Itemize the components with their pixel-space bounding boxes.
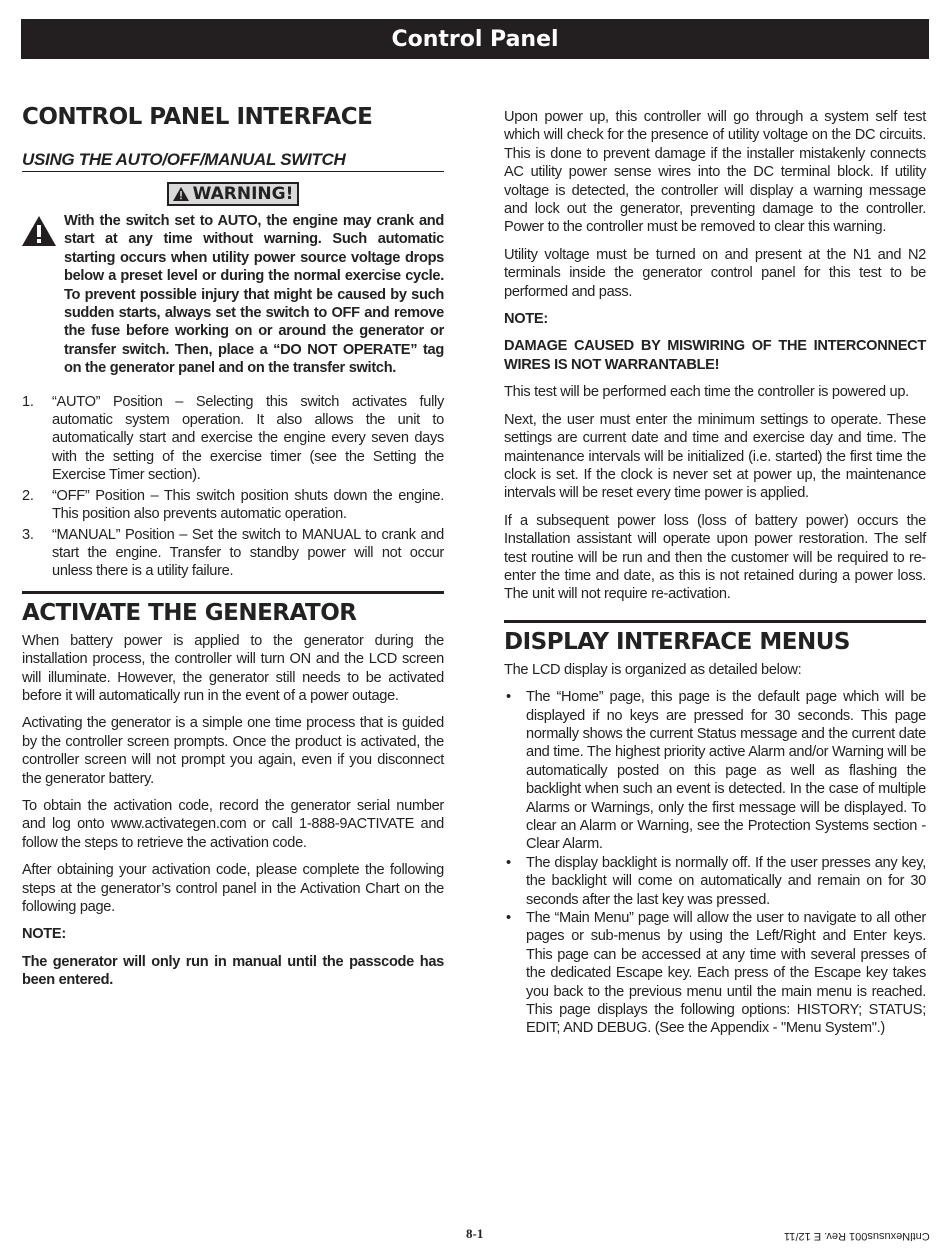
bullet-icon: • [506, 910, 511, 927]
list-item-text: “OFF” Position – This switch position shuts down the engine. This position also prevents automatic operation. [52, 487, 444, 523]
warning-small-icon [173, 187, 189, 201]
document-code: CntlNexusus001 Rev. E 12/11 [784, 1230, 930, 1242]
list-item-number: 2. [22, 487, 34, 504]
section-title-control-panel-interface: CONTROL PANEL INTERFACE [22, 104, 373, 130]
warning-triangle-icon [22, 212, 58, 387]
paragraph: When battery power is applied to the generator during the installation process, the controller will turn ON and the LCD screen will illuminate. However, the generator still needs to be activated before it will automatically run in the event of a power outage. [22, 632, 444, 704]
list-item [504, 688, 926, 854]
list-item [22, 393, 444, 485]
paragraph: If a subsequent power loss (loss of battery power) occurs the Installation assistant will operate upon power restoration. The self test routine will be run and then the customer will be required to re-enter the time and date, as this is not retained during a power loss. The unit will not require re-activation. [504, 512, 926, 603]
list-item-number: 3. [22, 526, 34, 543]
warning-text: With the switch set to AUTO, the engine may crank and start at any time without warning. Such automatic starting occurs when utility power source voltage drops below a preset level or during the normal exercise cycle. To prevent possible injury that might be caused by such sudden starts, always set the switch to OFF and remove the fuse before working on or around the generator or transfer switch. Then, place a “DO NOT OPERATE” tag on the generator panel and on the transfer switch. [64, 213, 444, 377]
paragraph: Utility voltage must be turned on and present at the N1 and N2 terminals inside the generator control panel for this test to be performed and pass. [504, 246, 926, 300]
list-item [504, 854, 926, 909]
section-display-menus [504, 620, 926, 1038]
list-item-number: 1. [22, 393, 34, 410]
warning-label [167, 182, 300, 206]
warning-label-text: WARNING! [192, 184, 294, 204]
left-column [22, 104, 444, 999]
paragraph: To obtain the activation code, record the generator serial number and log onto www.activategen.com or call 1-888-9ACTIVATE and follow the steps to retrieve the activation code. [22, 797, 444, 851]
page-number: 8-1 [466, 1226, 484, 1241]
note-text: DAMAGE CAUSED BY MISWIRING OF THE INTERCONNECT WIRES IS NOT WARRANTABLE! [504, 338, 926, 373]
switch-position-list [22, 393, 444, 581]
paragraph: Upon power up, this controller will go through a system self test which will check for the presence of utility voltage on the DC circuits. This is done to prevent damage if the installer mistakenly connects AC utility power sense wires into the DC terminal block. If utility voltage is detected, the controller will display a warning message and lock out the generator, preventing damage to the controller. Power to the controller must be removed to clear this warning. [504, 109, 926, 236]
paragraph: After obtaining your activation code, please complete the following steps at the generator’s control panel in the Activation Chart on the following page. [22, 862, 444, 915]
page-header-title: Control Panel [391, 26, 559, 52]
paragraph: Activating the generator is a simple one time process that is guided by the controller screen prompts. Once the product is activated, the controller screen will not prompt you again, even if you disconnect the generator battery. [22, 715, 444, 787]
paragraph: Next, the user must enter the minimum settings to operate. These settings are current date and time and exercise day and time. The maintenance intervals will be initialized (i.e. started) the first time the clock is set. If the clock is never set at power up, the maintenance intervals will be reset every time power is applied. [504, 411, 926, 502]
bullet-icon: • [506, 689, 511, 706]
section-title-display-interface-menus: DISPLAY INTERFACE MENUS [504, 628, 850, 655]
page-header-bar [21, 19, 929, 59]
list-item-text: “AUTO” Position – Selecting this switch activates fully automatic system operation. It also allows the unit to automatically start and exercise the engine every seven days with the setting of the exercise timer (see the Setting the Exercise Timer section). [52, 393, 444, 484]
section-activate [22, 591, 444, 990]
section-title-activate-generator: ACTIVATE THE GENERATOR [22, 599, 357, 626]
note-label: NOTE: [504, 311, 548, 328]
right-column [504, 108, 926, 1038]
list-item-text: The “Main Menu” page will allow the user to navigate to all other pages or sub-menus by using the Left/Right and Enter keys. This page can be accessed at any time with several presses of the dedicated Escape key. Each press of the Escape key takes you back to the previous menu until the main menu is reached. This page displays the following options: HISTORY; STATUS; EDIT; AND DEBUG. (See the Appendix - "Menu System".) [526, 910, 926, 1037]
list-item-text: The “Home” page, this page is the default page which will be displayed if no keys are pressed for 30 seconds. This page normally shows the current Status message and the current date and time. The highest priority active Alarm and/or Warning will be automatically posted on this page as well as flashing the backlight when such an event is detected. In the case of multiple Alarms or Warnings, only the first message will be displayed. To clear an Alarm or Warning, see the Protection Systems section - Clear Alarm. [526, 689, 926, 853]
warning-block [22, 212, 444, 387]
bullet-list [504, 688, 926, 1038]
bullet-icon: • [506, 854, 511, 871]
paragraph: This test will be performed each time the controller is powered up. [504, 384, 909, 401]
warning-label-wrap [22, 182, 444, 206]
note-text: The generator will only run in manual until the passcode has been entered. [22, 953, 444, 989]
list-item [22, 526, 444, 581]
list-item-text: The display backlight is normally off. If the user presses any key, the backlight will come on automatically and remain on for 30 seconds after the last key was pressed. [526, 854, 926, 908]
list-item [22, 487, 444, 524]
note-label: NOTE: [22, 926, 66, 943]
subsection-title-switch: USING THE AUTO/OFF/MANUAL SWITCH [22, 150, 444, 172]
paragraph: The LCD display is organized as detailed below: [504, 661, 802, 678]
list-item-text: “MANUAL” Position – Set the switch to MANUAL to crank and start the engine. Transfer to standby power will not occur unless there is a utility failure. [52, 526, 444, 580]
list-item [504, 909, 926, 1038]
